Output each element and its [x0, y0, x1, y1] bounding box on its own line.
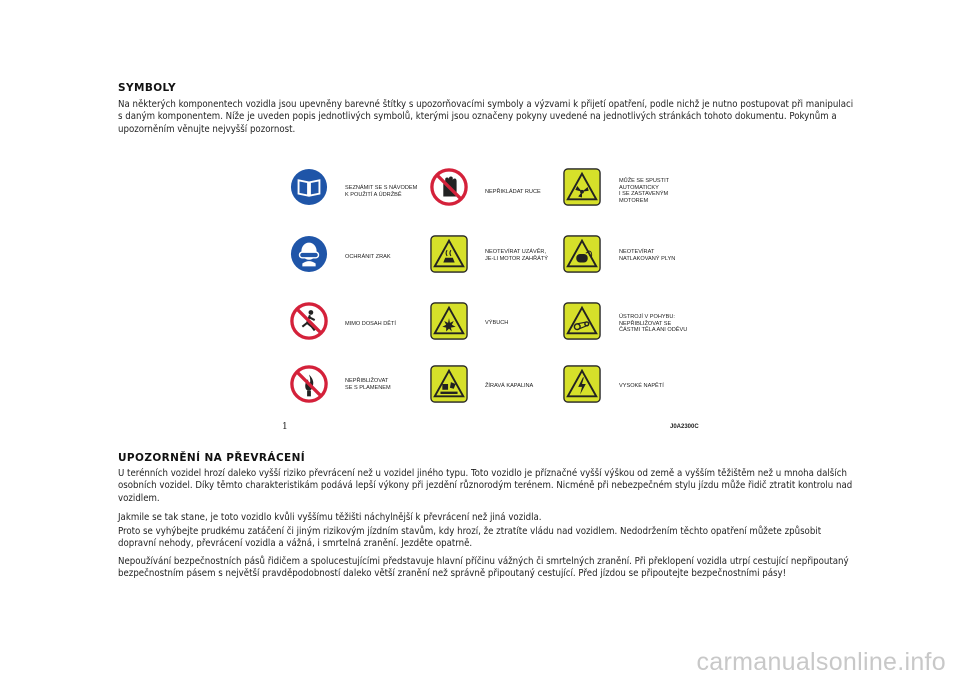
eye-protection-icon [290, 235, 328, 273]
symbol-caption: NEOTEVÍRAT NATLAKOVANÝ PLYN [619, 249, 676, 262]
rollover-heading: UPOZORNĚNÍ NA PŘEVRÁCENÍ [118, 452, 306, 464]
symbol-caption: OCHRÁNIT ZRAK [345, 254, 391, 260]
warning-symbols-figure [282, 160, 722, 435]
explosion-icon [430, 302, 468, 340]
figure-number: 1 [282, 422, 288, 432]
symbols-paragraph: Na některých komponentech vozidla jsou upevněny barevné štítky s upozorňovacími symboly a výzvami k přijetí opatření, podle nichž je nutno postupovat při manipulaci s daným komponentem. Níže je uveden popis jednotlivých symbolů, kterými jsou označeny pokyny uvedené na jednotlivých stránkách tohoto dokumentu. Pokynům a upozorněním věnujte nejvyšší pozornost. [118, 99, 854, 135]
symbol-caption: MŮŽE SE SPUSTIT AUTOMATICKY I SE ZASTAVENÝM MOTOREM [619, 178, 670, 204]
symbol-caption: VÝBUCH [485, 320, 509, 326]
hot-coolant-icon [430, 235, 468, 273]
rollover-paragraph-4: Nepoužívání bezpečnostních pásů řidičem a spolucestujícími představuje hlavní příčinu vážných či smrtelných zranění. Při překlopení vozidla utrpí cestující nepřipoutaný bezpečnostním pásem s největší pravděpodobností daleko větší zranění než správně připoutaný cestující. Před jízdou se připoutejte bezpečnostními pásy! [118, 556, 849, 580]
keep-away-children-icon [290, 302, 328, 340]
rollover-paragraph-1: U terénních vozidel hrozí daleko vyšší riziko převrácení než u vozidel jiného typu. Toto vozidlo je příznačné vyšší výškou od země a vyšším těžištěm než u mnoha dalších osobních vozidel. Díky těmto charakteristikám podává lepší výkony při jezdění různorodým terénem. Nicméně při nebezpečném stylu jízdu může řidič ztratit kontrolu nad vozidlem. [118, 468, 853, 504]
fan-warning-icon [563, 168, 601, 206]
no-hands-icon [430, 168, 468, 206]
symbol-caption: ŽÍRAVÁ KAPALINA [485, 383, 534, 389]
symbol-caption: VYSOKÉ NAPĚTÍ [619, 383, 664, 389]
rollover-paragraph-3: Proto se vyhýbejte prudkému zatáčení či jiným rizikovým jízdním stavům, kdy hrozí, že ztratíte vládu nad vozidlem. Nedodržením těchto opatření můžete způsobit dopravní nehody, převrácení vozidla a vážná, i smrtelná zranění. Jezděte opatrně. [118, 526, 822, 550]
symbol-caption: NEPŘIKLÁDAT RUCE [485, 189, 541, 195]
symbol-caption: MIMO DOSAH DĚTÍ [345, 321, 396, 327]
symbol-caption: ÚSTROJÍ V POHYBU: NEPŘIBLIŽOVAT SE ČÁSTMI TĚLA ANI ODĚVU [619, 314, 688, 334]
rollover-paragraph-2: Jakmile se tak stane, je toto vozidlo kvůli vyššímu těžišti náchylnější k převrácení než jiná vozidla. [118, 512, 542, 523]
pressurized-gas-icon [563, 235, 601, 273]
symbol-caption: NEPŘIBLIŽOVAT SE S PLAMENEM [345, 378, 391, 391]
symbols-heading: SYMBOLY [118, 82, 177, 94]
symbol-caption: SEZNÁMIT SE S NÁVODEM K POUŽITÍ A ÚDRŽBĚ [345, 185, 418, 198]
high-voltage-icon [563, 365, 601, 403]
symbol-caption: NEOTEVÍRAT UZÁVĚR, JE-LI MOTOR ZAHŘÁTÝ [485, 249, 548, 262]
no-flame-icon [290, 365, 328, 403]
corrosive-icon [430, 365, 468, 403]
watermark: carmanualsonline.info [696, 648, 946, 676]
moving-belt-icon [563, 302, 601, 340]
read-manual-icon [290, 168, 328, 206]
figure-code: J0A2300C [670, 424, 699, 430]
